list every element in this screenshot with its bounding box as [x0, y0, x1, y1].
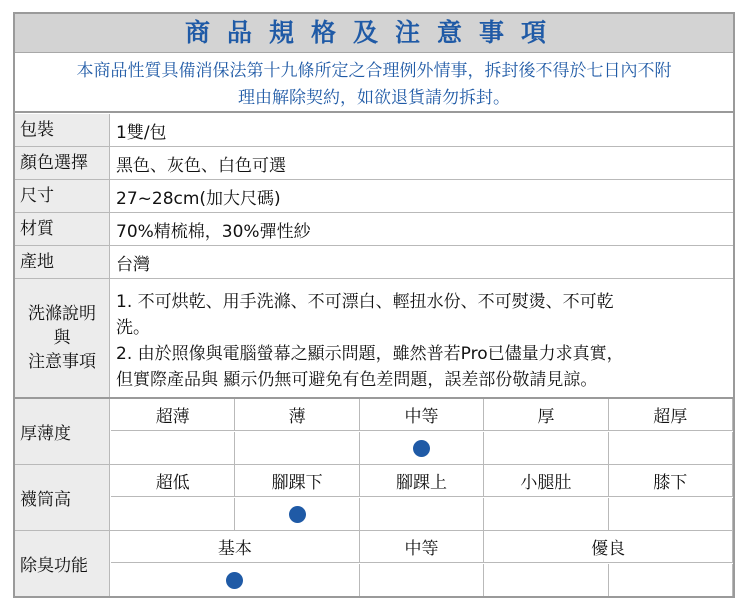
spec-value: 黑色、灰色、白色可選: [116, 155, 286, 176]
sock-height-cell: [235, 498, 359, 530]
care-row: [15, 279, 733, 397]
sock-height-option-1: 腳踝下: [235, 465, 359, 497]
spec-sheet: [13, 12, 735, 598]
spec-label: 顏色選擇: [15, 147, 110, 179]
spec-label: 材質: [15, 213, 110, 245]
deodorant-option-1: 中等: [360, 531, 484, 563]
thickness-scale: [111, 399, 733, 464]
spec-row-packaging: [15, 114, 733, 147]
deodorant-cell: [111, 564, 360, 596]
sock-height-cell: [609, 498, 733, 530]
deodorant-cell: [484, 564, 608, 596]
spec-label: 尺寸: [15, 180, 110, 212]
thickness-option-3: 厚: [484, 399, 608, 431]
deodorant-row: [15, 531, 733, 596]
spec-label: 包裝: [15, 114, 110, 146]
sock-height-cell: [360, 498, 484, 530]
spec-value: 台灣: [116, 254, 150, 275]
care-label-line-2: 與: [53, 328, 71, 348]
care-line-2: 洗。: [116, 318, 150, 338]
deodorant-scale: [111, 531, 733, 596]
thickness-option-0: 超薄: [111, 399, 235, 431]
notice-line-1: 本商品性質具備消保法第十九條所定之合理例外情事，拆封後不得於七日內不附: [76, 61, 672, 81]
sock-height-cell: [484, 498, 608, 530]
selected-level-dot: [413, 440, 430, 457]
deodorant-option-0: 基本: [111, 531, 360, 563]
care-line-4: 但實際產品與 顯示仍無可避免有色差問題，誤差部份敬請見諒。: [116, 370, 598, 390]
deodorant-option-2: 優良: [484, 531, 733, 563]
thickness-row: [15, 399, 733, 465]
thickness-cell: [235, 432, 359, 464]
care-line-1: 1. 不可烘乾、用手洗滌、不可漂白、輕扭水份、不可熨燙、不可乾: [116, 292, 614, 312]
notice-line-2: 理由解除契約，如欲退貨請勿拆封。: [238, 88, 510, 108]
sock-height-option-2: 腳踝上: [360, 465, 484, 497]
care-label-line-1: 洗滌說明: [28, 304, 96, 324]
spec-row-material: [15, 213, 733, 246]
thickness-option-2: 中等: [360, 399, 484, 431]
thickness-option-1: 薄: [235, 399, 359, 431]
sock-height-scale: [111, 465, 733, 530]
spec-value: 27~28cm(加大尺碼): [116, 188, 281, 209]
sock-height-cell: [111, 498, 235, 530]
care-text: [111, 279, 733, 397]
thickness-label: 厚薄度: [15, 399, 110, 464]
thickness-cell: [111, 432, 235, 464]
spec-row-size: [15, 180, 733, 213]
deodorant-cell: [360, 564, 484, 596]
thickness-cell: [360, 432, 484, 464]
spec-value: 70%精梳棉，30%彈性紗: [116, 221, 311, 242]
spec-row-colors: [15, 147, 733, 180]
sock-height-option-0: 超低: [111, 465, 235, 497]
care-label-line-3: 注意事項: [28, 352, 96, 372]
sock-height-label: 襪筒高: [15, 465, 110, 530]
spec-row-origin: [15, 246, 733, 279]
sock-height-option-4: 膝下: [609, 465, 733, 497]
sock-height-option-3: 小腿肚: [484, 465, 608, 497]
thickness-option-4: 超厚: [609, 399, 733, 431]
page-title: 商品規格及注意事項: [15, 14, 733, 53]
deodorant-label: 除臭功能: [15, 531, 110, 596]
selected-level-dot: [289, 506, 306, 523]
thickness-cell: [484, 432, 608, 464]
care-label: [15, 279, 110, 397]
care-line-3: 2. 由於照像與電腦螢幕之顯示問題，雖然普若Pro已儘量力求真實，: [116, 344, 624, 364]
spec-value: 1雙/包: [116, 122, 167, 143]
sock-height-row: [15, 465, 733, 531]
spec-label: 產地: [15, 246, 110, 278]
deodorant-cell: [609, 564, 733, 596]
thickness-cell: [609, 432, 733, 464]
selected-level-dot: [226, 572, 243, 589]
return-notice: [15, 53, 733, 113]
